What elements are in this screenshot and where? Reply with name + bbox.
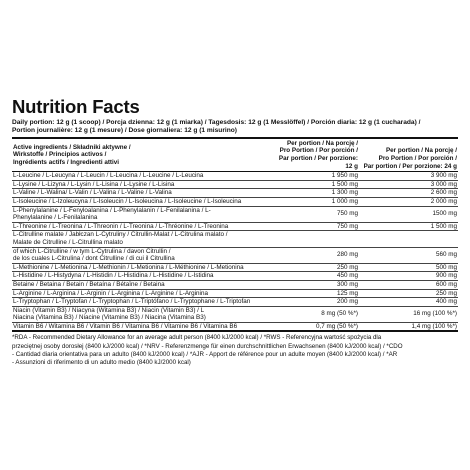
ingredient-name-line: Vitamin B6 / Witamina B6 / Vitamin B6 / Vitamina B6 / Vitamine B6 / Vitamina B6 xyxy=(13,322,238,330)
ingredient-name-line: L-Histidine / L-Histydyna / L-Histidin / L-Histidina / L-Histidine / L-Istidina xyxy=(13,272,214,280)
ingredient-name xyxy=(12,322,273,331)
value-12g: 280 mg xyxy=(273,247,360,263)
table-body xyxy=(12,172,458,332)
value-24g: 900 mg xyxy=(360,272,458,281)
footnote-line: przeciętnej osoby dorosłej (8400 kJ/2000 kcal) / *NRV - Referenzmenge für einen durchschnittlichen Erwachsenen (8400 kJ/2000 kcal) / *CDO xyxy=(12,342,403,350)
ingredient-name xyxy=(12,180,273,189)
table-row xyxy=(12,298,458,307)
value-12g: 0,7 mg (50 %*) xyxy=(273,322,360,331)
table-row xyxy=(12,280,458,289)
footnote-line: - Cantidad diaria orientativa para un adulto (8400 kJ/2000 kcal) / *AJR - Apport de référence pour un adulte moyen (8400 kJ/2000 kcal) / *AR xyxy=(12,351,398,359)
ingredient-name-line: L-Phenylalanine / L-Fenyloalanina / L-Phenylalanin / L-Fenilalanina / L- xyxy=(13,206,211,214)
value-24g: 250 mg xyxy=(360,289,458,298)
ingredient-name xyxy=(12,306,273,322)
ingredient-name-line: L-Isoleucine / L-Izoleucyna / L-Isoleucin / L-Isoleucina / L-Isoleucine / L-Isoleucina xyxy=(13,197,242,205)
value-24g: 600 mg xyxy=(360,280,458,289)
value-24g: 500 mg xyxy=(360,263,458,272)
nutrition-table xyxy=(12,139,458,333)
ingredient-name-line: Malate de Citrulline / L-Citrullina malato xyxy=(13,238,123,246)
ingredient-name xyxy=(12,189,273,198)
nutrition-facts-panel xyxy=(12,97,458,368)
table-row xyxy=(12,172,458,181)
ingredient-name xyxy=(12,263,273,272)
ingredient-name-line: L-Valine / L-Walina/ L-Valin / L-Valina / L-Valine / L-Valina xyxy=(13,189,172,197)
value-12g: 750 mg xyxy=(273,222,360,231)
table-row xyxy=(12,180,458,189)
ingredient-name xyxy=(12,172,273,181)
footnotes xyxy=(12,334,458,367)
ingredient-name xyxy=(12,298,273,307)
ingredient-name-line: Phenylalanine / L-Fenilalanina xyxy=(13,214,98,222)
portion-line: Daily portion: 12 g (1 scoop) / Porcja dzienna: 12 g (1 miarka) / Tagesdosis: 12 g (1 Messlöffel) / Porción diaria: 12 g (1 cucharada) / xyxy=(12,119,421,126)
value-12g: 300 mg xyxy=(273,280,360,289)
ingredient-name-line: L-Threonine / L-Treonina / L-Threonin / L-Treonina / L-Thréonine / L-Treonina xyxy=(13,222,229,230)
ingredient-name-line: Betaine / Betaina / Betain / Betaína / Bétaïne / Betaina xyxy=(13,280,165,288)
ingredient-name-line: L-Citrulline malate / Jabłczan L-Cytruliny / Citrullin-Malat / L-Citrulina malato / xyxy=(13,231,228,239)
value-12g: 250 mg xyxy=(273,263,360,272)
ingredient-name-line: de los cuales L-Citrulina / dont Citrulline / di cui il Citrullina xyxy=(13,255,175,263)
value-12g: 750 mg xyxy=(273,206,360,222)
value-24g: 2 000 mg xyxy=(360,197,458,206)
ingredient-name-line: L-Methionine / L-Metionina / L-Methionin / L-Metionina / L-Méthionine / L-Metionina xyxy=(13,263,244,271)
header-ingredients: Active ingredients / Składniki aktywne / Wirkstoffe / Principios activos / Ingrédients actifs / Ingredienti attivi xyxy=(12,139,273,172)
footnote-line: - Assunzioni di riferimento di un adulto medio (8400 kJ/2000 kcal) xyxy=(12,359,191,367)
table-row xyxy=(12,231,458,247)
ingredient-name xyxy=(12,272,273,281)
ingredient-name xyxy=(12,247,273,263)
value-12g: 125 mg xyxy=(273,289,360,298)
table-row xyxy=(12,222,458,231)
value-24g: 3 900 mg xyxy=(360,172,458,181)
ingredient-name xyxy=(12,231,273,247)
value-12g: 1 500 mg xyxy=(273,180,360,189)
value-24g: 2 600 mg xyxy=(360,189,458,198)
value-24g xyxy=(360,231,458,247)
table-row xyxy=(12,263,458,272)
value-24g: 1,4 mg (100 %*) xyxy=(360,322,458,331)
value-24g: 1 500 mg xyxy=(360,222,458,231)
ingredient-name-line: L-Leucine / L-Leucyna / L-Leucin / L-Leucina / L-Leucine / L-Leucina xyxy=(13,172,204,180)
ingredient-name-line: L-Tryptophan / L-Tryptofan / L-Tryptophan / L-Triptófano / L-Tryptophane / L-Triptofan xyxy=(13,298,251,306)
value-12g xyxy=(273,231,360,247)
header-per-portion-12g: Per portion / Na porcję / Pro Portion / Por porción / Par portion / Per porzione: 12 g xyxy=(273,139,360,172)
table-row xyxy=(12,272,458,281)
ingredient-name-line: of which L-Citrulline / w tym L-Cytrulina / davon Citrullin / xyxy=(13,247,171,255)
table-row xyxy=(12,322,458,331)
page-title: Nutrition Facts xyxy=(12,96,140,117)
value-12g: 200 mg xyxy=(273,298,360,307)
value-12g: 1 950 mg xyxy=(273,172,360,181)
ingredient-name-line: Niacina (Vitamina B3) / Niacine (Vitamine B3) / Niacina (Vitamina B3) xyxy=(13,314,206,322)
footnote-line: *RDA - Recommended Dietary Allowance for an average adult person (8400 kJ/2000 kcal) / *RWS - Referencyjna wartość spożycia dla xyxy=(12,334,382,342)
table-header xyxy=(12,139,458,172)
table-row xyxy=(12,247,458,263)
value-24g: 1500 mg xyxy=(360,206,458,222)
ingredient-name xyxy=(12,206,273,222)
table-row xyxy=(12,206,458,222)
table-row xyxy=(12,189,458,198)
table-row xyxy=(12,289,458,298)
value-12g: 1 300 mg xyxy=(273,189,360,198)
ingredient-name xyxy=(12,280,273,289)
value-12g: 8 mg (50 %*) xyxy=(273,306,360,322)
table-row xyxy=(12,197,458,206)
value-24g: 400 mg xyxy=(360,298,458,307)
table-row xyxy=(12,306,458,322)
portion-info xyxy=(12,119,458,136)
value-12g: 1 000 mg xyxy=(273,197,360,206)
ingredient-name-line: L-Arginine / L-Arginina / L-Arginin / L-Arginina / L-Arginine / L-Arginina xyxy=(13,289,208,297)
header-per-portion-24g: Per portion / Na porcję / Pro Portion / Por porción / Par portion / Per porzione: 24 g xyxy=(360,139,458,172)
ingredient-name-line: Niacin (Vitamin B3) / Niacyna (Witamina B3) / Niacin (Vitamin B3) / L xyxy=(13,306,205,314)
ingredient-name xyxy=(12,222,273,231)
ingredient-name-line: L-Lysine / L-Lizyna / L-Lysin / L-Lisina / L-Lysine / L-Lisina xyxy=(13,180,175,188)
portion-line: Portion journalière: 12 g (1 mesure) / Dose giornaliera: 12 g (1 misurino) xyxy=(12,127,237,135)
ingredient-name xyxy=(12,289,273,298)
value-12g: 450 mg xyxy=(273,272,360,281)
value-24g: 3 000 mg xyxy=(360,180,458,189)
value-24g: 560 mg xyxy=(360,247,458,263)
ingredient-name xyxy=(12,197,273,206)
value-24g: 16 mg (100 %*) xyxy=(360,306,458,322)
